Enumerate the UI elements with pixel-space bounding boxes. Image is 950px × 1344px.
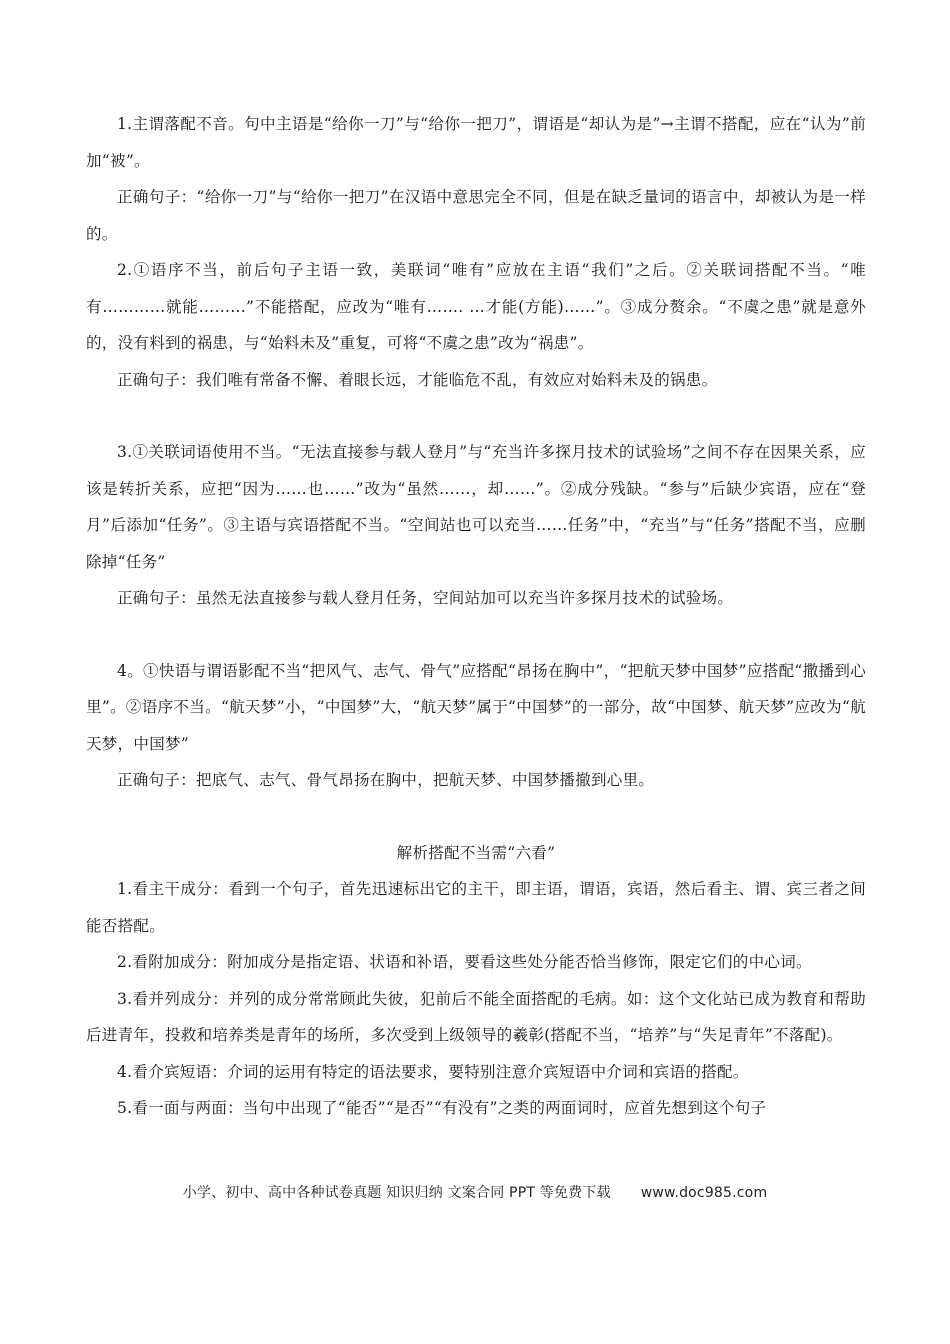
answer-2-correct-sentence: 正确句子：我们唯有常备不懈、着眼长远，才能临危不乱，有效应对始料未及的锅患。 <box>117 370 718 389</box>
section-item-4: 4.看介宾短语：介词的运用有特定的语法要求，要特别注意介宾短语中介词和宾语的搭配。 <box>117 1062 749 1081</box>
section-item-2: 2.看附加成分：附加成分是指定语、状语和补语，要看这些处分能否恰当修饰，限定它们的中心词。 <box>117 953 812 971</box>
answer-3-analysis: 3.①关联词语使用不当。“无法直接参与载人登月”与“充当许多探月技术的试验场”之间不存在因果关系，应该是转折关系，应把“因为……也……”改为“虽然……，却……”。②成分残缺。“参与”后缺少宾语，应在“登月”后添加“任务”。③主语与宾语搭配不当。“空间站也可以充当……任务”中，“充当”与“任务”搭配不当，应删除掉“任务” <box>86 443 866 571</box>
spacer <box>86 799 866 835</box>
answer-1-analysis: 1.主谓落配不音。句中主语是“给你一刀”与“给你一把刀”，谓语是“却认为是”→主谓不搭配，应在“认为”前加“被”。 <box>86 115 866 170</box>
section-item-5: 5.看一面与两面：当句中出现了“能否”“是否”“有没有”之类的两面词时，应首先想到这个句子 <box>117 1099 767 1117</box>
answer-4-analysis: 4。①快语与谓语影配不当“把风气、志气、骨气”应搭配“昂扬在胸中”，“把航天梦中国梦”应搭配“撒播到心里”。②语序不当。“航天梦”小，“中国梦”大，“航天梦”属于“中国梦”的一部分，故“中国梦、航天梦”应改为“航天梦，中国梦” <box>86 661 866 753</box>
section-item-3: 3.看并列成分：并列的成分常常顾此失彼，犯前后不能全面搭配的毛病。如：这个文化站已成为教育和帮助后进青年，投救和培养类是青年的场所，多次受到上级领导的羲彰(搭配不当，“培养”与“失足青年”不落配)。 <box>86 989 866 1044</box>
page-footer <box>0 1182 950 1202</box>
footer-text: 小学、初中、高中各种试卷真题 知识归纳 文案合同 PPT 等免费下载 <box>182 1185 611 1201</box>
answer-3-correct-sentence: 正确句子：虽然无法直接参与载人登月任务，空间站加可以充当许多探月技术的试验场。 <box>117 589 734 607</box>
footer-url[interactable]: www.doc985.com <box>640 1185 768 1201</box>
spacer <box>86 617 866 653</box>
section-item-1: 1.看主干成分：看到一个句子，首先迅速标出它的主干，即主语，谓语，宾语，然后看主、谓、宾三者之间能否搭配。 <box>86 880 866 935</box>
document-body <box>86 106 866 1127</box>
answer-2-analysis: 2.①语序不当，前后句子主语一致，美联词“唯有”应放在主语“我们”之后。②关联词搭配不当。“唯有…………就能………”不能搭配，应改为“唯有……. …才能(方能)……”。③成分赘余。“不虞之患”就是意外的，没有料到的祸患，与“始料未及”重复，可将“不虞之患”改为“祸患”。 <box>86 261 866 352</box>
answer-4-correct-sentence: 正确句子：把底气、志气、骨气昂扬在胸中，把航天梦、中国梦播撤到心里。 <box>117 771 655 789</box>
answer-1-correct-sentence: 正确句子：“给你一刀”与“给你一把刀”在汉语中意思完全不同，但是在缺乏量词的语言中，却被认为是一样的。 <box>86 188 866 243</box>
spacer <box>86 398 866 434</box>
section-title: 解析搭配不当需“六看” <box>396 843 556 862</box>
